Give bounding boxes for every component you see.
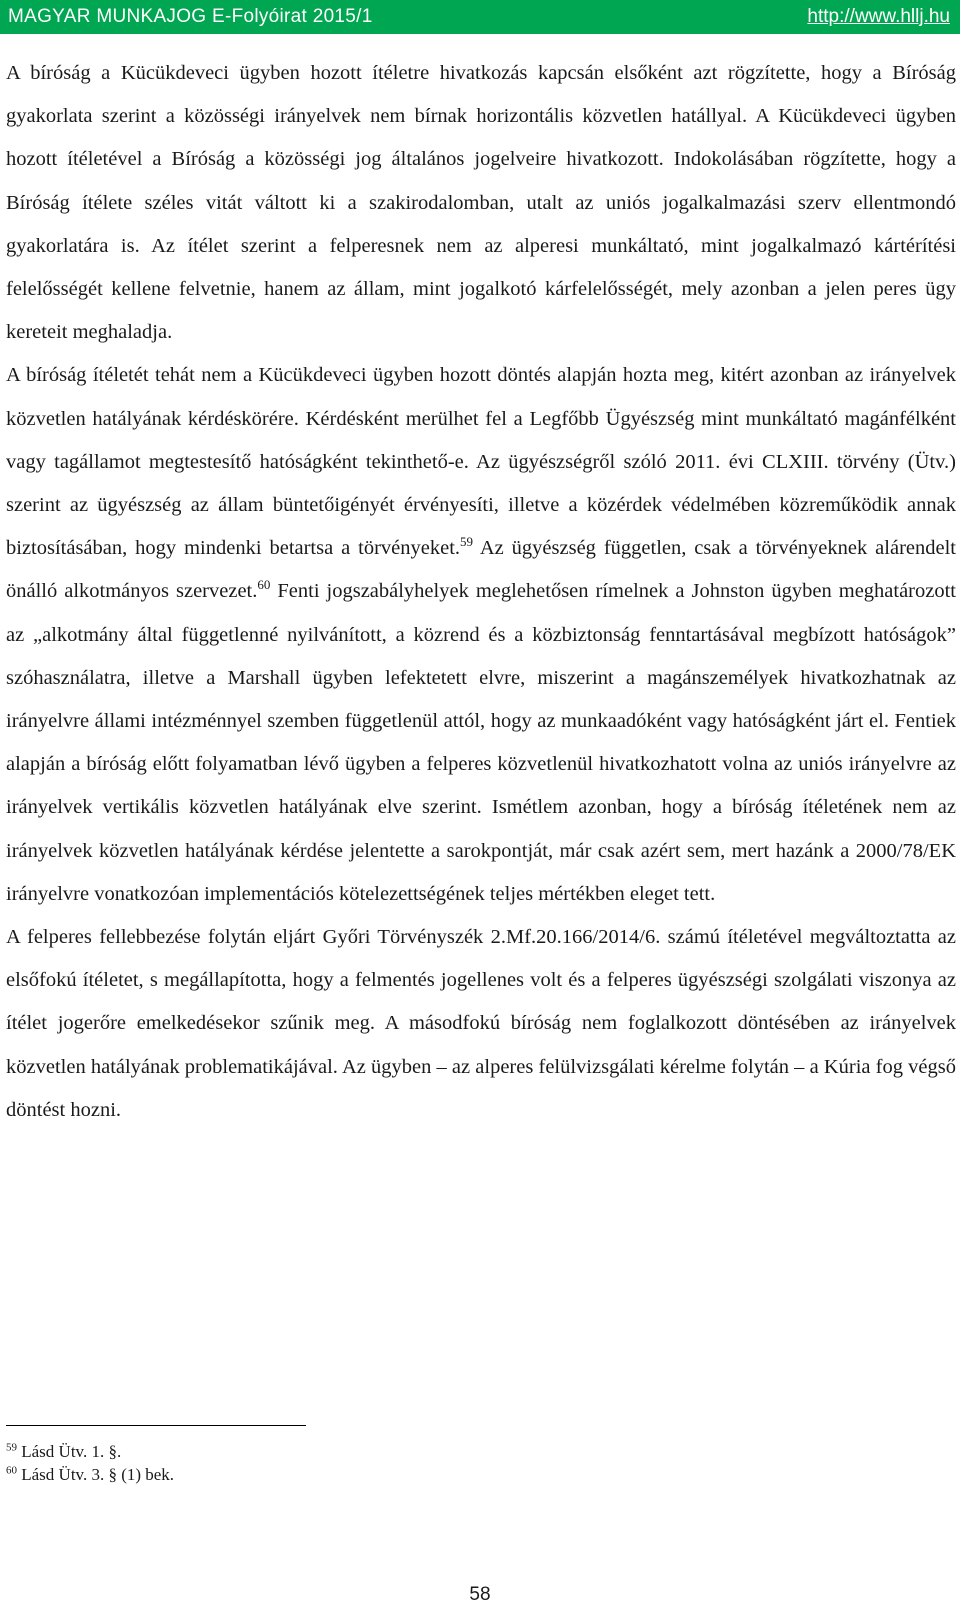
footnote-ref-60[interactable]: 60 (257, 577, 271, 593)
journal-url-link[interactable]: http://www.hllj.hu (807, 6, 950, 27)
page-number: 58 (469, 1584, 491, 1605)
paragraph-3: A felperes fellebbezése folytán eljárt Győri Törvényszék 2.Mf.20.166/2014/6. számú ítéletével megváltoztatta az elsőfokú ítéletet, s megállapította, hogy a felmentés jogellenes volt és a felperes ügyészségi szolgálati viszonya az ítélet jogerőre emelkedésekor szűnik meg. A másodfokú bíróság nem foglalkozott döntésében az irányelvek közvetlen hatályának problematikájával. Az ügyben – az alperes felülvizsgálati kérelme folytán – a Kúria fog végső döntést hozni. (6, 926, 956, 1121)
journal-header-bar (0, 0, 960, 34)
footnote-text: Lásd Ütv. 1. §. (21, 1442, 122, 1461)
paragraph-2-part-c: Fenti jogszabályhelyek meglehetősen rímelnek a Johnston ügyben meghatározott az „alkotmány által függetlenné nyilvánított, a közrend és a közbiztonság fenntartásával megbízott hatóságok” szóhasználatra, illetve a Marshall ügyben lefektetett elvre, miszerint a magánszemélyek hivatkozhatnak az irányelvre állami intézménnyel szemben függetlenül attól, hogy az munkaadóként vagy hatóságként járt el. Fentiek alapján a bíróság előtt folyamatban lévő ügyben a felperes közvetlenül hivatkozhatott volna az uniós irányelvre az irányelvek vertikális közvetlen hatályának elve szerint. Ismétlem azonban, hogy a bíróság ítéletének nem az irányelvek közvetlen hatályának kérdése jelentette a sarokpontját, már csak azért sem, mert hazánk a 2000/78/EK irányelvre vonatkozóan implementációs kötelezettségének teljes mértékben eleget tett. (6, 580, 956, 905)
footnote-60 (6, 1463, 174, 1486)
footnote-59 (6, 1440, 174, 1463)
footnote-number: 59 (6, 1441, 17, 1454)
footnote-number: 60 (6, 1464, 17, 1477)
paragraph-2 (6, 354, 956, 916)
paragraph-2-part-a: A bíróság ítéletét tehát nem a Kücükdeveci ügyben hozott döntés alapján hozta meg, kitért azonban az irányelvek közvetlen hatályának kérdéskörére. Kérdésként merülhet fel a Legfőbb Ügyészség mint munkáltató magánfélként vagy tagállamot megtestesítő hatóságként tekinthető-e. Az ügyészségről szóló 2011. évi CLXIII. törvény (Ütv.) szerint az ügyészség az állam büntetőigényét érvényesíti, illetve a közérdek védelmében közreműködik annak biztosításában, hogy mindenki betartsa a törvényeket. (6, 364, 956, 560)
footnotes (6, 1440, 174, 1486)
footnote-ref-59[interactable]: 59 (460, 534, 474, 550)
footnote-divider (6, 1425, 306, 1426)
paragraph-2-part-b: Az ügyészség független, csak a törvényeknek alárendelt önálló alkotmányos szervezet. (6, 537, 956, 603)
journal-title: MAGYAR MUNKAJOG E-Folyóirat 2015/1 (8, 6, 373, 27)
article-body (6, 52, 956, 1132)
footnote-text: Lásd Ütv. 3. § (1) bek. (21, 1465, 175, 1484)
paragraph-1: A bíróság a Kücükdeveci ügyben hozott ítéletre hivatkozás kapcsán elsőként azt rögzítette, hogy a Bíróság gyakorlata szerint a közösségi irányelvek nem bírnak horizontális közvetlen hatállyal. A Kücükdeveci ügyben hozott ítéletével a Bíróság a közösségi jog általános jogelveire hivatkozott. Indokolásában rögzítette, hogy a Bíróság ítélete széles vitát váltott ki a szakirodalomban, utalt az uniós jogalkalmazási szerv ellentmondó gyakorlatára is. Az ítélet szerint a felperesnek nem az alperesi munkáltató, mint jogalkalmazó kártérítési felelősségét kellene felvetnie, hanem az állam, mint jogalkotó kárfelelősségét, mely azonban a jelen peres ügy kereteit meghaladja. (6, 62, 956, 344)
